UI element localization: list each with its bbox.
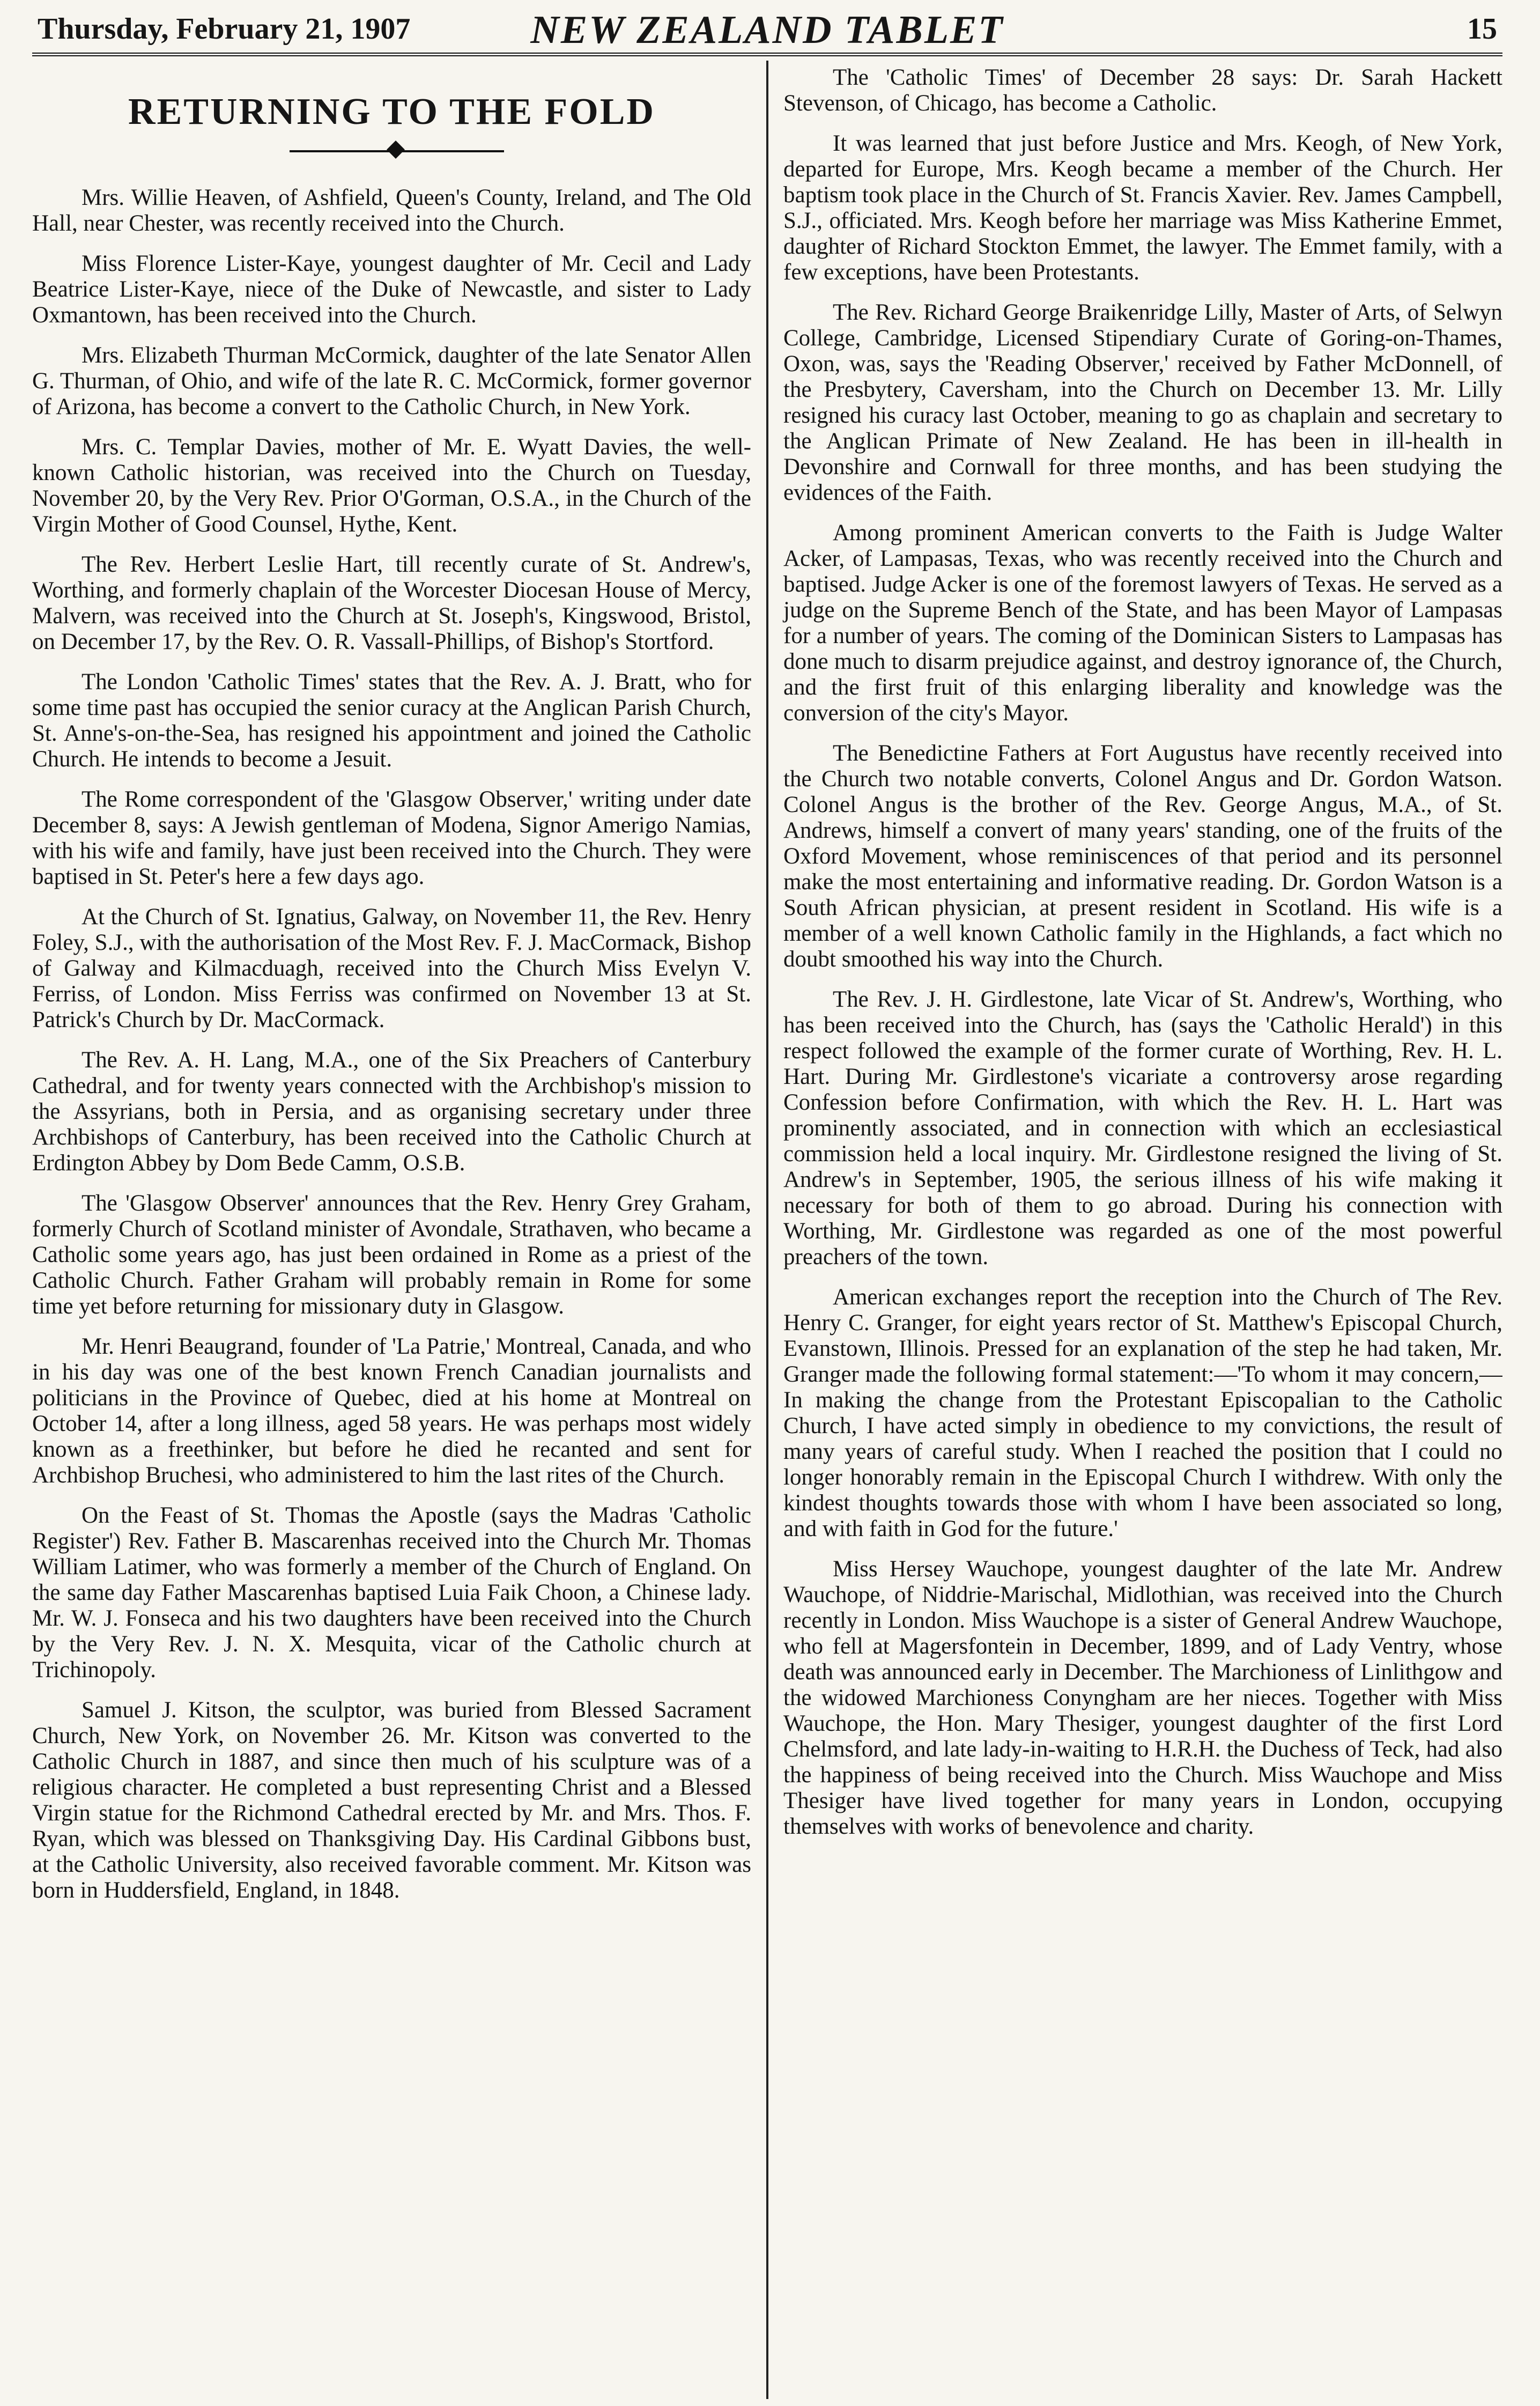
issue-date: Thursday, February 21, 1907	[38, 12, 411, 46]
left-paragraph-6: The London 'Catholic Times' states that the Rev. A. J. Bratt, who for some time past has occupied the senior curacy at the Anglican Parish Church, St. Anne's-on-the-Sea, has resigned his appointment and joined the Catholic Church. He intends to become a Jesuit.	[32, 669, 751, 772]
article-columns	[32, 61, 1502, 2399]
newspaper-title: NEW ZEALAND TABLET	[530, 8, 1004, 52]
diamond-icon	[387, 141, 405, 159]
right-paragraph-3: The Rev. Richard George Braikenridge Lilly, Master of Arts, of Selwyn College, Cambridge, Licensed Stipendiary Curate of Goring-on-Thames, Oxon, was, says the 'Reading Observer,' received by Father McDonnell, of the Presbytery, Caversham, into the Church on December 13. Mr. Lilly resigned his curacy last October, meaning to go as chaplain and secretary to the Anglican Primate of New Zealand. He has been in ill-health in Devonshire and Cornwall for three months, and has been studying the evidences of the Faith.	[783, 300, 1502, 505]
right-paragraph-5: The Benedictine Fathers at Fort Augustus have recently received into the Church two notable converts, Colonel Angus and Dr. Gordon Watson. Colonel Angus is the brother of the Rev. George Angus, M.A., of St. Andrews, himself a convert of many years' standing, one of the fruits of the Oxford Movement, whose reminiscences of that period and its personnel make the most entertaining and informative reading. Dr. Gordon Watson is a South African physician, at present resident in Scotland. His wife is a member of a well known Catholic family in the Highlands, a fact which no doubt smoothed his way into the Church.	[783, 741, 1502, 972]
heading-ornament	[32, 140, 751, 161]
right-paragraph-8: Miss Hersey Wauchope, youngest daughter of the late Mr. Andrew Wauchope, of Niddrie-Marischal, Midlothian, was received into the Church recently in London. Miss Wauchope is a sister of General Andrew Wauchope, who fell at Magersfontein in December, 1899, and of Lady Ventry, whose death was announced early in December. The Marchioness of Linlithgow and the widowed Marchioness Conyngham are her nieces. Together with Miss Wauchope, the Hon. Mary Thesiger, youngest daughter of the first Lord Chelmsford, and late lady-in-waiting to H.R.H. the Duchess of Teck, had also the happiness of being received into the Church. Miss Wauchope and Miss Thesiger have lived together for many years in London, occupying themselves with works of benevolence and charity.	[783, 1556, 1502, 1839]
left-paragraph-4: Mrs. C. Templar Davies, mother of Mr. E. Wyatt Davies, the well-known Catholic historian, was received into the Church on Tuesday, November 20, by the Very Rev. Prior O'Gorman, O.S.A., in the Church of the Virgin Mother of Good Counsel, Hythe, Kent.	[32, 434, 751, 537]
right-paragraph-2: It was learned that just before Justice and Mrs. Keogh, of New York, departed for Europe, Mrs. Keogh became a member of the Church. Her baptism took place in the Church of St. Francis Xavier. Rev. James Campbell, S.J., officiated. Mrs. Keogh before her marriage was Miss Katherine Emmet, daughter of Richard Stockton Emmet, the lawyer. The Emmet family, with a few exceptions, have been Protestants.	[783, 131, 1502, 285]
left-paragraph-3: Mrs. Elizabeth Thurman McCormick, daughter of the late Senator Allen G. Thurman, of Ohio, and wife of the late R. C. McCormick, former governor of Arizona, has become a convert to the Catholic Church, in New York.	[32, 343, 751, 419]
right-paragraphs	[783, 65, 1502, 1840]
right-column	[768, 61, 1502, 2399]
left-paragraph-2: Miss Florence Lister-Kaye, youngest daughter of Mr. Cecil and Lady Beatrice Lister-Kaye, niece of the Duke of Newcastle, and sister to Lady Oxmantown, has been received into the Church.	[32, 251, 751, 328]
article-heading: RETURNING TO THE FOLD	[128, 91, 655, 132]
right-paragraph-1: The 'Catholic Times' of December 28 says: Dr. Sarah Hackett Stevenson, of Chicago, has become a Catholic.	[783, 65, 1502, 116]
right-paragraph-6: The Rev. J. H. Girdlestone, late Vicar of St. Andrew's, Worthing, who has been received into the Church, has (says the 'Catholic Herald') in this respect followed the example of the former curate of Worthing, Rev. H. L. Hart. During Mr. Girdlestone's vicariate a controversy arose regarding Confession before Confirmation, with which the Rev. H. L. Hart was prominently associated, and in connection with which an ecclesiastical commission held a local inquiry. Mr. Girdlestone resigned the living of St. Andrew's in September, 1905, the serious illness of his wife making it necessary for both of them to go abroad. During his connection with Worthing, Mr. Girdlestone was regarded as one of the most powerful preachers of the town.	[783, 987, 1502, 1270]
left-paragraph-1: Mrs. Willie Heaven, of Ashfield, Queen's County, Ireland, and The Old Hall, near Chester, was recently received into the Church.	[32, 185, 751, 236]
left-paragraph-13: Samuel J. Kitson, the sculptor, was buried from Blessed Sacrament Church, New York, on November 26. Mr. Kitson was converted to the Catholic Church in 1887, and since then much of his sculpture was of a religious character. He completed a bust representing Christ and a Blessed Virgin statue for the Richmond Cathedral erected by Mr. and Mrs. Thos. F. Ryan, which was blessed on Thanksgiving Day. His Cardinal Gibbons bust, at the Catholic University, also received favorable comment. Mr. Kitson was born in Huddersfield, England, in 1848.	[32, 1698, 751, 1903]
left-paragraph-8: At the Church of St. Ignatius, Galway, on November 11, the Rev. Henry Foley, S.J., with the authorisation of the Most Rev. F. J. MacCormack, Bishop of Galway and Kilmacduagh, received into the Church Miss Evelyn V. Ferriss, of London. Miss Ferriss was confirmed on November 13 at St. Patrick's Church by Dr. MacCormack.	[32, 904, 751, 1032]
masthead	[32, 5, 1502, 56]
right-paragraph-7: American exchanges report the reception into the Church of The Rev. Henry C. Granger, for eight years rector of St. Matthew's Episcopal Church, Evanstown, Illinois. Pressed for an explanation of the step he had taken, Mr. Granger made the following formal statement:—'To whom it may concern,—In making the change from the Protestant Episcopalian to the Catholic Church, I have acted simply in obedience to my convictions, the result of many years of careful study. When I reached the position that I could no longer honorably remain in the Episcopal Church I withdrew. With only the kindest thoughts towards those with whom I have been associated so long, and with faith in God for the future.'	[783, 1285, 1502, 1541]
left-paragraph-5: The Rev. Herbert Leslie Hart, till recently curate of St. Andrew's, Worthing, and formerly chaplain of the Worcester Diocesan House of Mercy, Malvern, was received into the Church at St. Joseph's, Kingswood, Bristol, on December 17, by the Rev. O. R. Vassall-Phillips, of Bishop's Stortford.	[32, 552, 751, 654]
left-paragraph-9: The Rev. A. H. Lang, M.A., one of the Six Preachers of Canterbury Cathedral, and for twenty years connected with the Archbishop's mission to the Assyrians, both in Persia, and as organising secretary under three Archbishops of Canterbury, has been received into the Catholic Church at Erdington Abbey by Dom Bede Camm, O.S.B.	[32, 1047, 751, 1176]
left-paragraph-12: On the Feast of St. Thomas the Apostle (says the Madras 'Catholic Register') Rev. Father B. Mascarenhas received into the Church Mr. Thomas William Latimer, who was formerly a member of the Church of England. On the same day Father Mascarenhas baptised Luia Faik Choon, a Chinese lady. Mr. W. J. Fonseca and his two daughters have been received into the Church by the Very Rev. J. N. X. Mesquita, vicar of the Catholic church at Trichinopoly.	[32, 1503, 751, 1682]
left-paragraphs	[32, 185, 751, 1903]
left-paragraph-7: The Rome correspondent of the 'Glasgow Observer,' writing under date December 8, says: A Jewish gentleman of Modena, Signor Amerigo Namias, with his wife and family, have just been received into the Church. They were baptised in St. Peter's here a few days ago.	[32, 787, 751, 889]
left-paragraph-10: The 'Glasgow Observer' announces that the Rev. Henry Grey Graham, formerly Church of Scotland minister of Avondale, Strathaven, who became a Catholic some years ago, has just been ordained in Rome as a priest of the Catholic Church. Father Graham will probably remain in Rome for some time yet before returning for missionary duty in Glasgow.	[32, 1191, 751, 1319]
left-paragraph-11: Mr. Henri Beaugrand, founder of 'La Patrie,' Montreal, Canada, and who in his day was one of the best known French Canadian journalists and politicians in the Province of Quebec, died at his home at Montreal on October 14, after a long illness, aged 58 years. He was perhaps most widely known as a freethinker, but before he died he recanted and sent for Archbishop Bruchesi, who administered to him the last rites of the Church.	[32, 1334, 751, 1488]
right-paragraph-4: Among prominent American converts to the Faith is Judge Walter Acker, of Lampasas, Texas, who was recently received into the Church and baptised. Judge Acker is one of the foremost lawyers of Texas. He served as a judge on the Supreme Bench of the State, and has been Mayor of Lampasas for a number of years. The coming of the Dominican Sisters to Lampasas has done much to disarm prejudice against, and destroy ignorance of, the Church, and the first fruit of this enlarging liberality and knowledge was the conversion of the city's Mayor.	[783, 520, 1502, 726]
left-column	[32, 61, 766, 2399]
page-number: 15	[1467, 12, 1497, 46]
